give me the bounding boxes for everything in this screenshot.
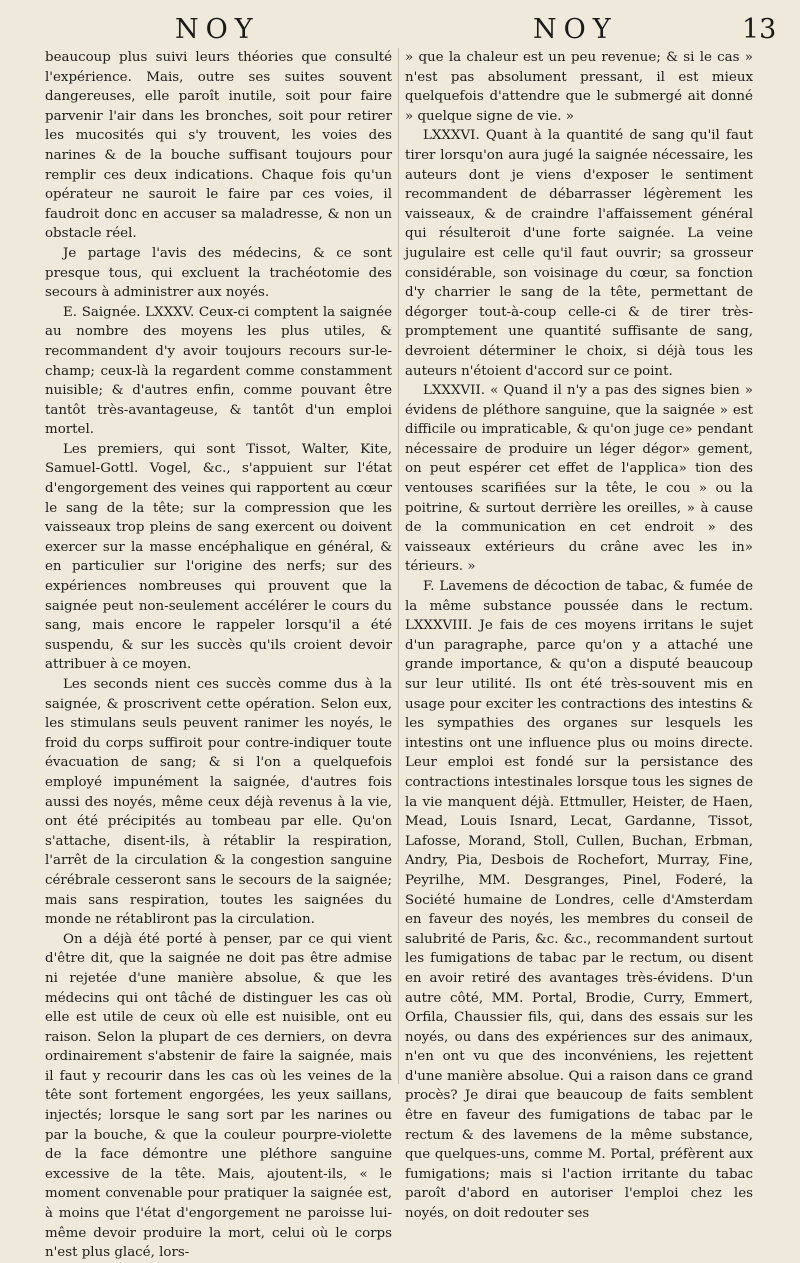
running-head-right: NOY xyxy=(533,14,618,45)
paragraph: beaucoup plus suivi leurs théories que consulté l'expérience. Mais, outre ses suites souvent dangereuses, elle paroît inutile, soit pour faire parvenir l'air dans les bronches, soit pour retirer les mucosités qui s'y trouvent, les voies des narines & de la bouche suffisant toujours pour remplir ces deux indications. Chaque fois qu'un opérateur ne sauroit le faire par ces voies, il faudroit donc en accuser sa maladresse, & non un obstacle réel. xyxy=(45,50,392,242)
paragraph: » que la chaleur est un peu revenue; & si le cas » n'est pas absolument pressant, il est mieux quelquefois d'attendre que le submergé ait donné » quelque signe de vie. » xyxy=(405,50,753,124)
column-divider xyxy=(398,48,399,1084)
running-header xyxy=(0,14,800,50)
paragraph: F. Lavemens de décoction de tabac, & fumée de la même substance poussée dans le rectum. LXXXVIII. Je fais de ces moyens irritans le sujet d'un paragraphe, parce qu'on y a attaché une grande importance, & qu'on a disputé beaucoup sur leur utilité. Ils ont été très-souvent mis en usage pour exciter les contractions des intestins & les sympathies des organes sur lesquels les intestins ont une influence plus ou moins directe. Leur emploi est fondé sur la persistance des contractions intestinales lorsque tous les signes de la vie manquent déjà. Ettmuller, Heister, de Haen, Mead, Louis Isnard, Lecat, Gardanne, Tissot, Lafosse, Morand, Stoll, Cullen, Buchan, Erbman, Andry, Pia, Desbois de Rochefort, Murray, Fine, Peyrilhe, MM. Desgranges, Pinel, Foderé, la Société humaine de Londres, celle d'Amsterdam en faveur des noyés, les membres du conseil de salubrité de Paris, &c. &c., recommandent surtout les fumigations de tabac par le rectum, ou disent en avoir retiré des avantages très-évidens. D'un autre côté, MM. Portal, Brodie, Curry, Emmert, Orfila, Chaussier fils, qui, dans des essais sur les noyés, ou dans des expériences sur des animaux, n'en ont vu que des inconvéniens, les rejettent d'une manière absolue. Qui a raison dans ce grand procès? Je dirai que beaucoup de faits semblent être en faveur des fumigations de tabac par le rectum & des lavemens de la même substance, que quelques-uns, comme M. Portal, préfèrent aux fumigations; mais si l'action irritante du tabac paroît d'abord en autoriser l'emploi chez les noyés, on doit redouter ses xyxy=(405,579,753,1222)
right-column xyxy=(405,48,753,1222)
running-head-left: NOY xyxy=(175,14,260,45)
paragraph: Je partage l'avis des médecins, & ce sont presque tous, qui excluent la trachéotomie des secours à administrer aux noyés. xyxy=(45,245,392,301)
paragraph: On a déjà été porté à penser, par ce qui vient d'être dit, que la saignée ne doit pas être admise ni rejetée d'une manière absolue, & que les médecins qui ont tâché de distinguer les cas où elle est utile de ceux où elle est nuisible, ont eu raison. Selon la plupart de ces derniers, on devra ordinairement s'abstenir de faire la saignée, mais il faut y recourir dans les cas où les veines de la tête sont fortement engorgées, les yeux saillans, injectés; lorsque le sang sort par les narines ou par la bouche, & que la couleur pourpre-violette de la face démontre une pléthore sanguine excessive de la tête. Mais, ajoutent-ils, « le moment convenable pour pratiquer la saignée est, à moins que l'état d'engorgement ne paroisse lui-même devoir produire la mort, celui où le corps n'est plus glacé, lors- xyxy=(45,931,392,1261)
paragraph: Les premiers, qui sont Tissot, Walter, Kite, Samuel-Gottl. Vogel, &c., s'appuient sur l'état d'engorgement des veines qui rapportent au cœur le sang de la tête; sur la compression que les vaisseaux trop pleins de sang exercent ou doivent exercer sur la masse encéphalique en général, & en particulier sur l'origine des nerfs; sur des expériences nombreuses qui prouvent que la saignée peut non-seulement accélérer le cours du sang, mais encore le rappeler lorsqu'il a été suspendu, & sur les succès qu'ils croient devoir attribuer à ce moyen. xyxy=(45,441,392,673)
page-number: 13 xyxy=(742,14,777,45)
left-column xyxy=(45,48,392,1261)
paragraph: Les seconds nient ces succès comme dus à la saignée, & proscrivent cette opération. Selon eux, les stimulans seuls peuvent ranimer les noyés, le froid du corps suffiroit pour contre-indiquer toute évacuation de sang; & si l'on a quelquefois employé impunément la saignée, d'autres fois aussi des noyés, même ceux déjà revenus à la vie, ont été précipités au tombeau par elle. Qu'on s'attache, disent-ils, à rétablir la respiration, l'arrêt de la circulation & la congestion sanguine cérébrale cesseront sans le secours de la saignée; mais sans respiration, toutes les saignées du monde ne rétabliront pas la circulation. xyxy=(45,677,392,928)
paragraph: LXXXVI. Quant à la quantité de sang qu'il faut tirer lorsqu'on aura jugé la saignée nécessaire, les auteurs dont je viens d'exposer le sentiment recommandent de débarrasser légèrement les vaisseaux, & de craindre l'affaissement général qui résulteroit d'une forte saignée. La veine jugulaire est celle qu'il faut ouvrir; sa grosseur considérable, son voisinage du cœur, sa fonction d'y charrier le sang de la tête, permettant de dégorger tout-à-coup celle-ci & de tirer très-promptement une quantité suffisante de sang, devroient déterminer le choix, si déjà tous les auteurs n'étoient d'accord sur ce point. xyxy=(405,128,753,379)
paragraph: E. Saignée. LXXXV. Ceux-ci comptent la saignée au nombre des moyens les plus utiles, & recommandent d'y avoir toujours recours sur-le-champ; ceux-là la regardent comme constamment nuisible; & d'autres enfin, comme pouvant être tantôt très-avantageuse, & tantôt d'un emploi mortel. xyxy=(45,304,392,438)
paragraph: LXXXVII. « Quand il n'y a pas des signes bien » évidens de pléthore sanguine, que la saignée » est difficile ou impraticable, & qu'on juge ce» pendant nécessaire de produire un léger dégor» gement, on peut espérer cet effet de l'applica» tion des ventouses scarifiées sur la tête, le cou » ou la poitrine, & surtout derrière les oreilles, » à cause de la communication en cet endroit » des vaisseaux extérieurs du crâne avec les in» térieurs. » xyxy=(405,383,753,575)
